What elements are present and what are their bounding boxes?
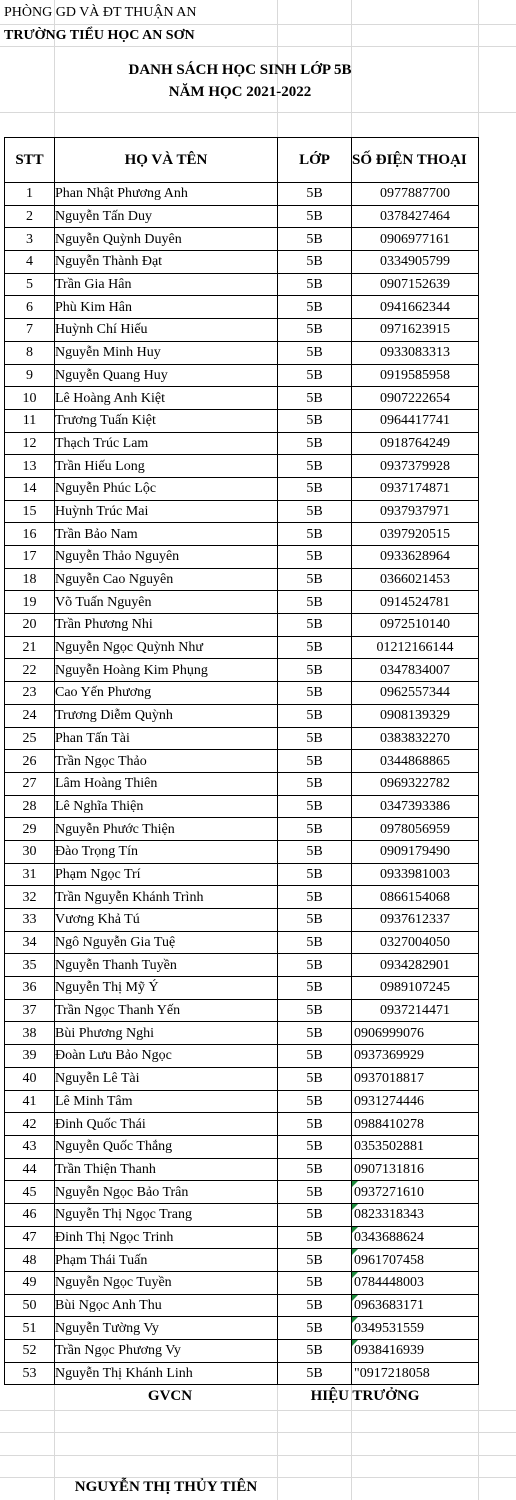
student-phone: 0907152639	[352, 273, 479, 296]
student-phone: 0909179490	[352, 840, 479, 863]
table-row	[5, 251, 479, 274]
student-class: 5B	[278, 659, 352, 682]
student-stt: 8	[5, 341, 55, 364]
document-title: DANH SÁCH HỌC SINH LỚP 5B	[128, 62, 352, 78]
student-name: Nguyễn Tấn Duy	[55, 205, 278, 228]
student-name: Vương Khả Tú	[55, 909, 278, 932]
student-stt: 40	[5, 1067, 55, 1090]
student-stt: 29	[5, 818, 55, 841]
student-class: 5B	[278, 251, 352, 274]
student-stt: 49	[5, 1272, 55, 1295]
student-stt: 16	[5, 523, 55, 546]
student-phone: 0937937971	[352, 500, 479, 523]
school-name: TRƯỜNG TIỂU HỌC AN SƠN	[4, 28, 195, 43]
student-class: 5B	[278, 432, 352, 455]
student-stt: 25	[5, 727, 55, 750]
student-class: 5B	[278, 273, 352, 296]
student-name: Nguyễn Thị Ngọc Trang	[55, 1203, 278, 1226]
table-row	[5, 319, 479, 342]
gridline	[0, 1410, 516, 1411]
gridline	[0, 112, 516, 113]
student-class: 5B	[278, 591, 352, 614]
student-name: Nguyễn Ngọc Bảo Trân	[55, 1181, 278, 1204]
student-class: 5B	[278, 1181, 352, 1204]
student-name: Lê Hoàng Anh Kiệt	[55, 387, 278, 410]
table-row	[5, 1362, 479, 1385]
student-stt: 50	[5, 1294, 55, 1317]
student-name: Nguyễn Hoàng Kim Phụng	[55, 659, 278, 682]
student-name: Đoàn Lưu Bảo Ngọc	[55, 1045, 278, 1068]
student-class: 5B	[278, 1272, 352, 1295]
table-row	[5, 1113, 479, 1136]
table-row	[5, 682, 479, 705]
table-row	[5, 772, 479, 795]
student-phone: 0933628964	[352, 546, 479, 569]
table-row	[5, 999, 479, 1022]
student-name: Nguyễn Thị Mỹ Ý	[55, 977, 278, 1000]
table-row	[5, 1317, 479, 1340]
student-class: 5B	[278, 523, 352, 546]
student-phone: 0823318343	[352, 1203, 479, 1226]
table-row	[5, 477, 479, 500]
student-phone: 0397920515	[352, 523, 479, 546]
student-name: Đinh Quốc Thái	[55, 1113, 278, 1136]
table-row	[5, 704, 479, 727]
student-name: Cao Yến Phương	[55, 682, 278, 705]
student-class: 5B	[278, 1135, 352, 1158]
student-class: 5B	[278, 840, 352, 863]
table-row	[5, 296, 479, 319]
student-name: Phan Tấn Tài	[55, 727, 278, 750]
student-class: 5B	[278, 1294, 352, 1317]
student-phone: "0917218058	[352, 1362, 479, 1385]
student-class: 5B	[278, 772, 352, 795]
student-phone: 01212166144	[352, 636, 479, 659]
student-name: Nguyễn Phúc Lộc	[55, 477, 278, 500]
student-stt: 9	[5, 364, 55, 387]
student-class: 5B	[278, 387, 352, 410]
student-phone: 0918764249	[352, 432, 479, 455]
student-stt: 39	[5, 1045, 55, 1068]
student-name: Nguyễn Ngọc Tuyền	[55, 1272, 278, 1295]
student-phone: 0989107245	[352, 977, 479, 1000]
student-name: Nguyễn Quốc Thắng	[55, 1135, 278, 1158]
student-phone: 0937214471	[352, 999, 479, 1022]
student-name: Phạm Ngọc Trí	[55, 863, 278, 886]
table-row	[5, 818, 479, 841]
student-class: 5B	[278, 682, 352, 705]
student-stt: 3	[5, 228, 55, 251]
student-class: 5B	[278, 977, 352, 1000]
student-phone: 0784448003	[352, 1272, 479, 1295]
student-name: Lâm Hoàng Thiên	[55, 772, 278, 795]
student-table-body	[5, 183, 479, 1385]
student-stt: 45	[5, 1181, 55, 1204]
student-stt: 5	[5, 273, 55, 296]
student-stt: 32	[5, 886, 55, 909]
student-stt: 24	[5, 704, 55, 727]
student-class: 5B	[278, 818, 352, 841]
student-name: Bùi Ngọc Anh Thu	[55, 1294, 278, 1317]
student-stt: 10	[5, 387, 55, 410]
student-name: Nguyễn Quang Huy	[55, 364, 278, 387]
student-phone: 0972510140	[352, 614, 479, 637]
student-class: 5B	[278, 1362, 352, 1385]
student-stt: 47	[5, 1226, 55, 1249]
student-class: 5B	[278, 455, 352, 478]
student-stt: 18	[5, 568, 55, 591]
table-row	[5, 432, 479, 455]
student-stt: 12	[5, 432, 55, 455]
student-phone: 0937369929	[352, 1045, 479, 1068]
table-row	[5, 1067, 479, 1090]
column-header-class: LỚP	[278, 138, 352, 183]
student-stt: 22	[5, 659, 55, 682]
student-phone: 0931274446	[352, 1090, 479, 1113]
student-stt: 4	[5, 251, 55, 274]
homeroom-teacher-title: GVCN	[147, 1388, 193, 1404]
student-class: 5B	[278, 954, 352, 977]
student-name: Trần Ngọc Thanh Yến	[55, 999, 278, 1022]
student-name: Trương Diễm Quỳnh	[55, 704, 278, 727]
student-name: Nguyễn Thị Khánh Linh	[55, 1362, 278, 1385]
student-class: 5B	[278, 205, 352, 228]
student-class: 5B	[278, 477, 352, 500]
student-phone: 0378427464	[352, 205, 479, 228]
student-stt: 36	[5, 977, 55, 1000]
student-name: Nguyễn Phước Thiện	[55, 818, 278, 841]
student-stt: 41	[5, 1090, 55, 1113]
student-phone: 0962557344	[352, 682, 479, 705]
student-name: Nguyễn Tường Vy	[55, 1317, 278, 1340]
student-stt: 38	[5, 1022, 55, 1045]
student-phone: 0344868865	[352, 750, 479, 773]
table-row	[5, 341, 479, 364]
student-stt: 31	[5, 863, 55, 886]
table-row	[5, 1022, 479, 1045]
student-name: Đinh Thị Ngọc Trinh	[55, 1226, 278, 1249]
table-row	[5, 228, 479, 251]
student-class: 5B	[278, 1022, 352, 1045]
table-row	[5, 546, 479, 569]
student-stt: 44	[5, 1158, 55, 1181]
student-name: Nguyễn Quỳnh Duyên	[55, 228, 278, 251]
student-name: Huỳnh Chí Hiếu	[55, 319, 278, 342]
student-stt: 23	[5, 682, 55, 705]
student-class: 5B	[278, 546, 352, 569]
student-class: 5B	[278, 1317, 352, 1340]
student-name: Nguyễn Thành Đạt	[55, 251, 278, 274]
student-phone: 0961707458	[352, 1249, 479, 1272]
student-stt: 43	[5, 1135, 55, 1158]
table-row	[5, 387, 479, 410]
table-row	[5, 500, 479, 523]
table-row	[5, 750, 479, 773]
student-stt: 14	[5, 477, 55, 500]
table-row	[5, 409, 479, 432]
student-phone: 0971623915	[352, 319, 479, 342]
student-phone: 0907222654	[352, 387, 479, 410]
student-class: 5B	[278, 863, 352, 886]
student-phone: 0934282901	[352, 954, 479, 977]
student-class: 5B	[278, 296, 352, 319]
principal-title: HIỆU TRƯỞNG	[310, 1388, 420, 1404]
student-phone: 0978056959	[352, 818, 479, 841]
table-row	[5, 1249, 479, 1272]
table-row	[5, 840, 479, 863]
student-phone: 0963683171	[352, 1294, 479, 1317]
student-class: 5B	[278, 341, 352, 364]
student-phone: 0914524781	[352, 591, 479, 614]
school-year: NĂM HỌC 2021-2022	[168, 84, 312, 100]
table-row	[5, 205, 479, 228]
table-row	[5, 1090, 479, 1113]
table-row	[5, 977, 479, 1000]
table-row	[5, 1158, 479, 1181]
student-stt: 27	[5, 772, 55, 795]
student-phone: 0908139329	[352, 704, 479, 727]
student-stt: 48	[5, 1249, 55, 1272]
student-class: 5B	[278, 319, 352, 342]
student-name: Nguyễn Thảo Nguyên	[55, 546, 278, 569]
table-row	[5, 909, 479, 932]
student-stt: 6	[5, 296, 55, 319]
student-class: 5B	[278, 704, 352, 727]
table-row	[5, 1045, 479, 1068]
student-phone: 0353502881	[352, 1135, 479, 1158]
student-class: 5B	[278, 1067, 352, 1090]
student-class: 5B	[278, 228, 352, 251]
department-name: PHÒNG GD VÀ ĐT THUẬN AN	[4, 5, 197, 20]
student-phone: 0938416939	[352, 1340, 479, 1363]
student-phone: 0383832270	[352, 727, 479, 750]
student-name: Lê Minh Tâm	[55, 1090, 278, 1113]
table-row	[5, 931, 479, 954]
table-row	[5, 863, 479, 886]
student-name: Trần Nguyễn Khánh Trình	[55, 886, 278, 909]
table-row	[5, 954, 479, 977]
table-row	[5, 1226, 479, 1249]
student-stt: 42	[5, 1113, 55, 1136]
table-row	[5, 523, 479, 546]
student-stt: 26	[5, 750, 55, 773]
student-stt: 46	[5, 1203, 55, 1226]
student-stt: 33	[5, 909, 55, 932]
table-row	[5, 1294, 479, 1317]
student-stt: 34	[5, 931, 55, 954]
table-row	[5, 183, 479, 206]
column-header-phone: SỐ ĐIỆN THOẠI	[352, 138, 479, 183]
student-stt: 15	[5, 500, 55, 523]
student-stt: 2	[5, 205, 55, 228]
student-class: 5B	[278, 409, 352, 432]
student-phone: 0937174871	[352, 477, 479, 500]
student-phone: 0941662344	[352, 296, 479, 319]
student-phone: 0977887700	[352, 183, 479, 206]
student-stt: 52	[5, 1340, 55, 1363]
student-name: Ngô Nguyễn Gia Tuệ	[55, 931, 278, 954]
table-row	[5, 795, 479, 818]
gridline	[0, 24, 516, 25]
student-class: 5B	[278, 1045, 352, 1068]
student-phone: 0969322782	[352, 772, 479, 795]
table-row	[5, 1135, 479, 1158]
student-class: 5B	[278, 1340, 352, 1363]
student-name: Bùi Phương Nghi	[55, 1022, 278, 1045]
student-name: Huỳnh Trúc Mai	[55, 500, 278, 523]
student-class: 5B	[278, 1226, 352, 1249]
student-stt: 17	[5, 546, 55, 569]
student-class: 5B	[278, 727, 352, 750]
student-class: 5B	[278, 1090, 352, 1113]
student-class: 5B	[278, 909, 352, 932]
student-phone: 0937379928	[352, 455, 479, 478]
student-name: Trần Ngọc Thảo	[55, 750, 278, 773]
student-class: 5B	[278, 568, 352, 591]
student-phone: 0919585958	[352, 364, 479, 387]
student-phone: 0937018817	[352, 1067, 479, 1090]
student-class: 5B	[278, 614, 352, 637]
student-name: Trần Gia Hân	[55, 273, 278, 296]
student-phone: 0366021453	[352, 568, 479, 591]
student-name: Trần Bảo Nam	[55, 523, 278, 546]
student-name: Nguyễn Ngọc Quỳnh Như	[55, 636, 278, 659]
student-name: Phan Nhật Phương Anh	[55, 183, 278, 206]
student-phone: 0349531559	[352, 1317, 479, 1340]
student-stt: 21	[5, 636, 55, 659]
student-class: 5B	[278, 999, 352, 1022]
student-stt: 1	[5, 183, 55, 206]
student-phone: 0906977161	[352, 228, 479, 251]
student-name: Nguyễn Minh Huy	[55, 341, 278, 364]
student-name: Thạch Trúc Lam	[55, 432, 278, 455]
student-name: Nguyễn Lê Tài	[55, 1067, 278, 1090]
student-stt: 13	[5, 455, 55, 478]
student-name: Võ Tuấn Nguyên	[55, 591, 278, 614]
student-class: 5B	[278, 931, 352, 954]
student-class: 5B	[278, 636, 352, 659]
student-phone: 0327004050	[352, 931, 479, 954]
table-header-row	[5, 138, 479, 183]
gridline	[0, 1477, 516, 1478]
student-class: 5B	[278, 500, 352, 523]
student-phone: 0343688624	[352, 1226, 479, 1249]
student-stt: 30	[5, 840, 55, 863]
homeroom-teacher-name: NGUYỄN THỊ THỦY TIÊN	[74, 1479, 258, 1495]
table-row	[5, 659, 479, 682]
student-name: Nguyễn Cao Nguyên	[55, 568, 278, 591]
student-phone: 0866154068	[352, 886, 479, 909]
student-name: Trương Tuấn Kiệt	[55, 409, 278, 432]
student-phone: 0964417741	[352, 409, 479, 432]
table-row	[5, 364, 479, 387]
gridline	[0, 46, 516, 47]
student-stt: 35	[5, 954, 55, 977]
student-name: Phù Kim Hân	[55, 296, 278, 319]
student-stt: 7	[5, 319, 55, 342]
student-stt: 28	[5, 795, 55, 818]
table-row	[5, 886, 479, 909]
student-class: 5B	[278, 183, 352, 206]
student-phone: 0933981003	[352, 863, 479, 886]
student-phone: 0907131816	[352, 1158, 479, 1181]
table-row	[5, 1272, 479, 1295]
student-stt: 19	[5, 591, 55, 614]
student-name: Phạm Thái Tuấn	[55, 1249, 278, 1272]
student-phone: 0347393386	[352, 795, 479, 818]
student-phone: 0937271610	[352, 1181, 479, 1204]
student-name: Trần Ngọc Phương Vy	[55, 1340, 278, 1363]
student-class: 5B	[278, 1203, 352, 1226]
student-stt: 20	[5, 614, 55, 637]
student-phone: 0347834007	[352, 659, 479, 682]
column-header-stt: STT	[5, 138, 55, 183]
student-name: Trần Thiện Thanh	[55, 1158, 278, 1181]
table-row	[5, 568, 479, 591]
student-class: 5B	[278, 1158, 352, 1181]
table-row	[5, 273, 479, 296]
column-header-name: HỌ VÀ TÊN	[55, 138, 278, 183]
student-class: 5B	[278, 750, 352, 773]
student-stt: 53	[5, 1362, 55, 1385]
table-row	[5, 727, 479, 750]
student-phone: 0906999076	[352, 1022, 479, 1045]
student-class: 5B	[278, 886, 352, 909]
table-row	[5, 1203, 479, 1226]
table-row	[5, 1340, 479, 1363]
student-phone: 0334905799	[352, 251, 479, 274]
gridline	[0, 1432, 516, 1433]
student-phone: 0937612337	[352, 909, 479, 932]
table-row	[5, 455, 479, 478]
student-name: Trần Phương Nhi	[55, 614, 278, 637]
student-class: 5B	[278, 1113, 352, 1136]
student-stt: 37	[5, 999, 55, 1022]
student-name: Nguyễn Thanh Tuyền	[55, 954, 278, 977]
student-name: Đào Trọng Tín	[55, 840, 278, 863]
student-phone: 0988410278	[352, 1113, 479, 1136]
student-name: Trần Hiếu Long	[55, 455, 278, 478]
student-phone: 0933083313	[352, 341, 479, 364]
table-row	[5, 636, 479, 659]
table-row	[5, 1181, 479, 1204]
student-stt: 51	[5, 1317, 55, 1340]
table-row	[5, 591, 479, 614]
student-class: 5B	[278, 1249, 352, 1272]
student-class: 5B	[278, 364, 352, 387]
student-name: Lê Nghĩa Thiện	[55, 795, 278, 818]
table-row	[5, 614, 479, 637]
student-table	[4, 137, 479, 1385]
student-stt: 11	[5, 409, 55, 432]
gridline	[0, 1455, 516, 1456]
student-class: 5B	[278, 795, 352, 818]
